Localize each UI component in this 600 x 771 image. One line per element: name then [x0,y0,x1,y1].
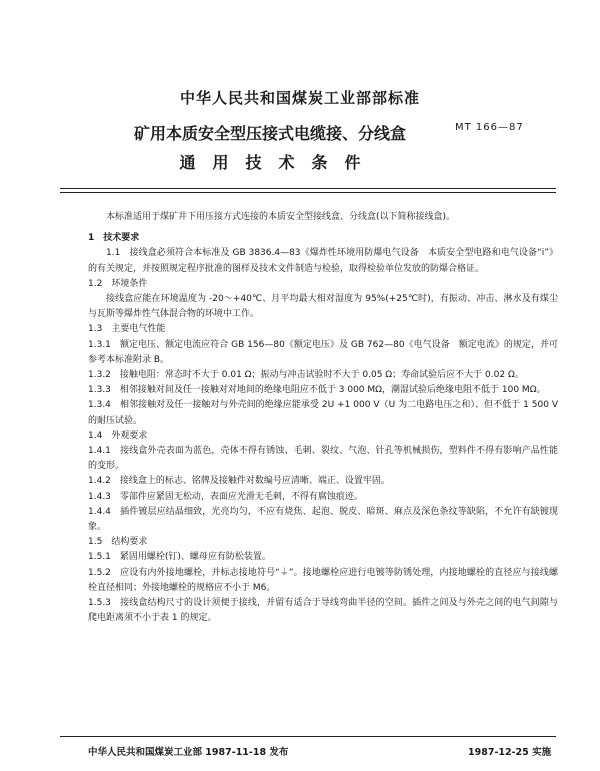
intro-paragraph: 本标准适用于煤矿井下用压接方式连接的本质安全型接线盒、分线盒(以下简称接线盒)。 [106,212,456,222]
ministry-standard-title: 中华人民共和国煤炭工业部部标准 [179,89,420,107]
clause-1-3-4: 1.3.4 相邻接触对及任一接触对与外壳间的绝缘应能承受 2U +1 000 V（U 为二电路电压之和）、但不低于 1 500 V 的耐压试验。 [88,400,558,426]
clause-1-4-2: 1.4.2 接线盒上的标志、铭牌及接触件对数编号应清晰、端正、设置牢固。 [88,476,390,487]
clause-1-4-1: 1.4.1 接线盒外壳表面为蓝色，壳体不得有锈蚀、毛刺、裂纹、气泡、针孔等机械损伤，塑料件不得有影响产品性能的变形。 [88,446,558,472]
clause-1-4-3: 1.4.3 零部件应紧固无松动，表面应光滑无毛刺，不得有腐蚀痕迹。 [88,491,363,502]
standard-code: MT 166—87 [455,122,524,133]
clause-1-3-2: 1.3.2 接触电阻：常态时不大于 0.01 Ω；振动与冲击试验时不大于 0.05 Ω；寿命试验后应不大于 0.02 Ω。 [88,370,524,381]
header-divider-thin [60,192,556,193]
document-title-line2: 通用技术条件 [179,153,378,172]
implementation-date: 1987-12-25 实施 [468,747,552,758]
clause-1-5-heading: 1.5 结构要求 [88,537,148,548]
header-divider-thick [60,188,556,189]
clause-1-5-3: 1.5.3 接线盒结构尺寸的设计须便于接线，并留有适合于导线弯曲半径的空间。插件之间及与外壳之间的电气间隙与爬电距离须不小于表 1 的规定。 [88,598,558,624]
clause-1-4-4: 1.4.4 插件镀层应结晶细致，光亮均匀，不应有烧焦、起泡、脱皮、暗斑、麻点及深色条纹等缺陷，不允许有缺镀现象。 [88,506,558,533]
document-title-line1: 矿用本质安全型压接式电缆接、分线盒 [133,124,406,143]
clause-1-4-heading: 1.4 外观要求 [88,430,148,441]
clause-1-3-3: 1.3.3 相邻接触对间及任一接触对对地间的绝缘电阻应不低于 3 000 MΩ，潮湿试验后绝缘电阻不低于 100 MΩ。 [88,385,546,396]
clause-1-3-1: 1.3.1 额定电压、额定电流应符合 GB 156—80《额定电压》及 GB 762—80《电气设备 额定电流》的规定，并可参考本标准附录 B。 [88,339,558,365]
footer-divider [60,736,556,737]
clause-1-5-2: 1.5.2 应设有内外接地螺栓，并标志接地符号“⏚”。接地螺栓应进行电镀等防锈处理，内接地螺栓的直径应与接线螺栓直径相同；外接地螺栓的规格应不小于 M6。 [88,567,558,593]
issue-date: 中华人民共和国煤炭工业部 1987-11-18 发布 [88,747,289,758]
section-1-heading: 1 技术要求 [88,233,140,244]
clause-1-2-heading: 1.2 环境条件 [88,278,148,289]
clause-1-1: 1.1 接线盒必须符合本标准及 GB 3836.4—83《爆炸性环境用防爆电气设备 本质安全型电路和电气设备“i”》的有关规定，并按照规定程序批准的图样及技术文件制造与检验，取得检验单位发放的防爆合格证。 [88,248,558,274]
clause-1-2-text: 接线盒应能在环境温度为 -20～+40℃、月平均最大相对湿度为 95%(+25℃时)，有振动、冲击、淋水及有煤尘与瓦斯等爆炸性气体混合物的环境中工作。 [88,294,558,320]
clause-1-5-1: 1.5.1 紧固用螺栓(钉)、螺母应有防松装置。 [88,552,271,563]
clause-1-3-heading: 1.3 主要电气性能 [88,324,166,335]
document-body [88,210,558,626]
